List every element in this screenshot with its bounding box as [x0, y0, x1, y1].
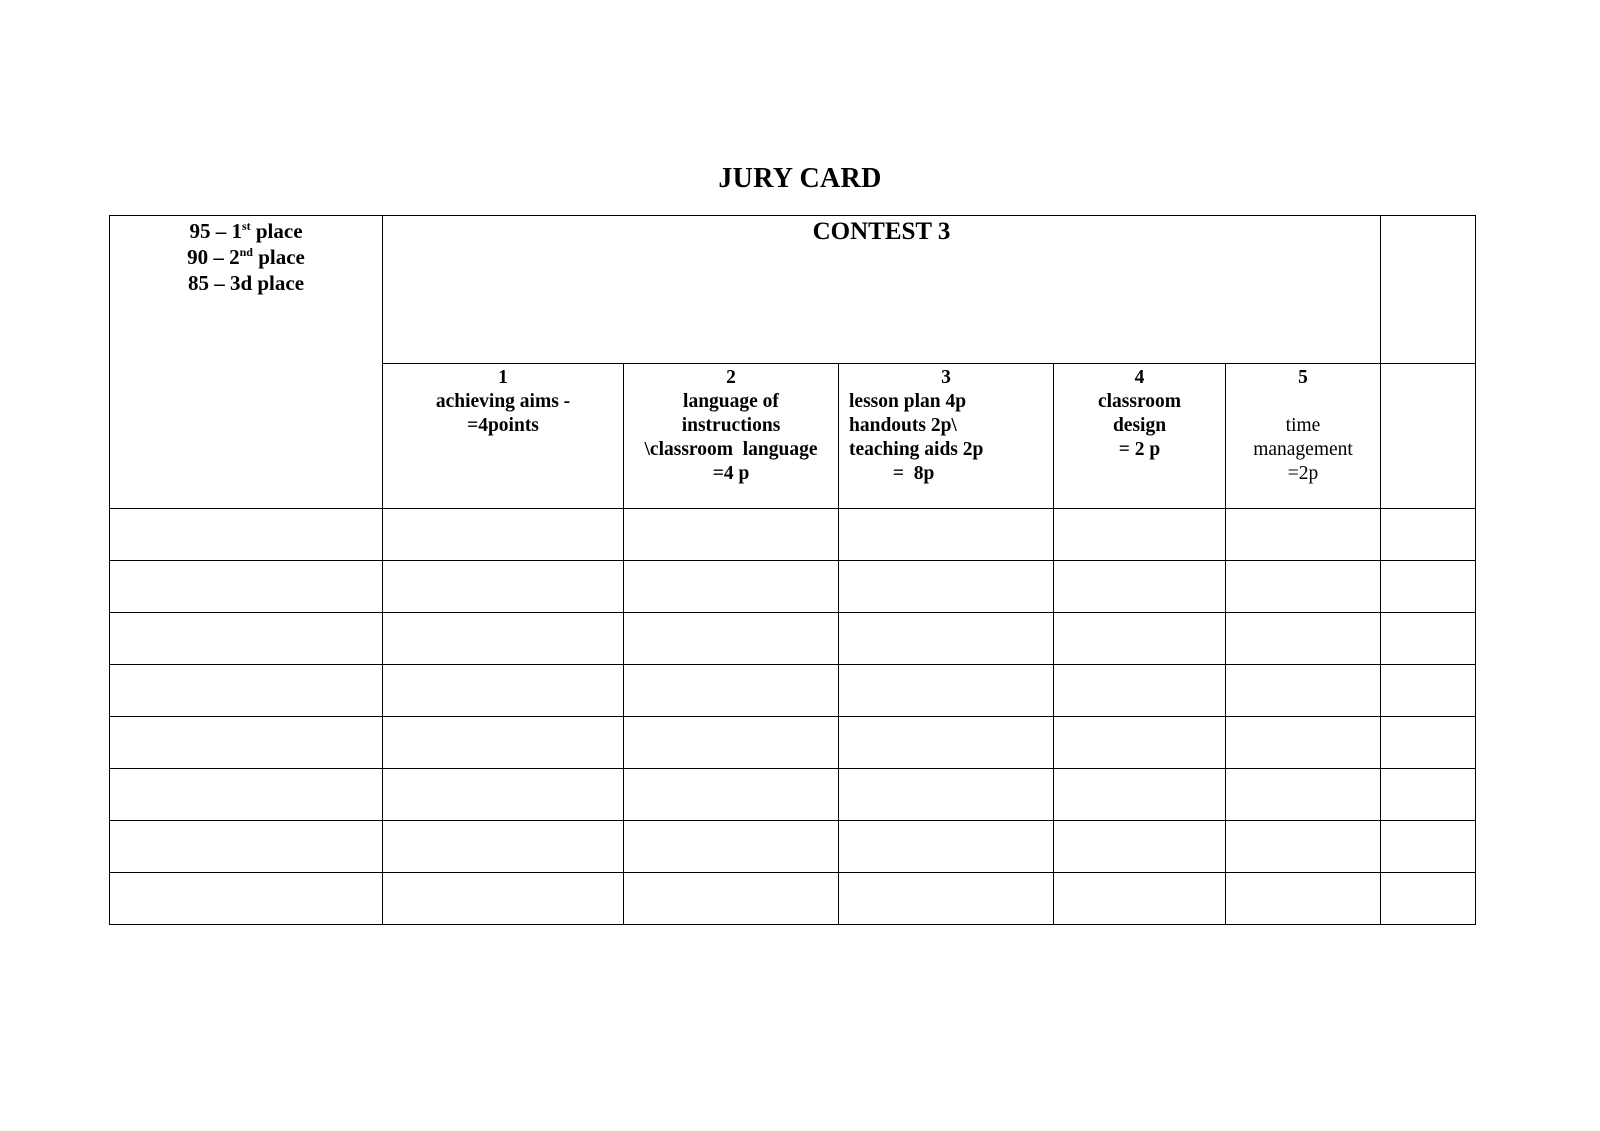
rank-second: 90 – 2nd place: [187, 245, 305, 269]
table-row: [110, 509, 1476, 561]
score-cell[interactable]: [1226, 613, 1381, 665]
score-cell[interactable]: [839, 717, 1054, 769]
total-cell[interactable]: [1381, 613, 1476, 665]
score-cell[interactable]: [1054, 561, 1226, 613]
participant-cell[interactable]: [110, 769, 383, 821]
score-cell[interactable]: [624, 769, 839, 821]
extra-header-cell: [1381, 216, 1476, 364]
score-cell[interactable]: [1054, 821, 1226, 873]
score-cell[interactable]: [1226, 561, 1381, 613]
score-cell[interactable]: [383, 613, 624, 665]
criterion-4: 4 classroom design = 2 p: [1054, 364, 1226, 509]
score-cell[interactable]: [624, 717, 839, 769]
score-cell[interactable]: [839, 665, 1054, 717]
total-cell[interactable]: [1381, 509, 1476, 561]
score-cell[interactable]: [624, 665, 839, 717]
score-cell[interactable]: [1226, 665, 1381, 717]
score-cell[interactable]: [624, 613, 839, 665]
score-cell[interactable]: [1226, 873, 1381, 925]
score-cell[interactable]: [1054, 717, 1226, 769]
table-row: [110, 561, 1476, 613]
header-row: [110, 216, 1476, 364]
score-cell[interactable]: [1226, 717, 1381, 769]
page-title: JURY CARD: [718, 163, 882, 194]
participant-cell[interactable]: [110, 873, 383, 925]
score-cell[interactable]: [624, 821, 839, 873]
participant-cell[interactable]: [110, 717, 383, 769]
score-cell[interactable]: [1054, 613, 1226, 665]
total-cell[interactable]: [1381, 717, 1476, 769]
score-cell[interactable]: [839, 561, 1054, 613]
participant-cell[interactable]: [110, 561, 383, 613]
participant-cell[interactable]: [110, 613, 383, 665]
rank-third: 85 – 3d place: [187, 271, 305, 295]
table-row: [110, 717, 1476, 769]
participant-cell[interactable]: [110, 821, 383, 873]
score-cell[interactable]: [1054, 665, 1226, 717]
participant-cell[interactable]: [110, 509, 383, 561]
score-cell[interactable]: [383, 509, 624, 561]
score-cell[interactable]: [383, 717, 624, 769]
total-cell[interactable]: [1381, 769, 1476, 821]
total-cell[interactable]: [1381, 561, 1476, 613]
score-cell[interactable]: [839, 613, 1054, 665]
score-cell[interactable]: [1054, 873, 1226, 925]
table-row: [110, 873, 1476, 925]
criterion-3: 3 lesson plan 4p handouts 2p\ teaching aids 2p = 8p: [839, 364, 1054, 509]
score-cell[interactable]: [1226, 821, 1381, 873]
ranking-cell: [110, 216, 383, 509]
table-row: [110, 665, 1476, 717]
score-cell[interactable]: [1054, 769, 1226, 821]
table-row: [110, 769, 1476, 821]
score-cell[interactable]: [383, 821, 624, 873]
score-cell[interactable]: [839, 509, 1054, 561]
criterion-1: 1 achieving aims - =4points: [383, 364, 624, 509]
criterion-2: 2 language of instructions \classroom language =4 p: [624, 364, 839, 509]
total-cell[interactable]: [1381, 873, 1476, 925]
score-cell[interactable]: [1226, 509, 1381, 561]
score-cell[interactable]: [383, 665, 624, 717]
jury-card-table: [109, 215, 1476, 925]
extra-criteria-cell: [1381, 364, 1476, 509]
score-cell[interactable]: [383, 873, 624, 925]
score-cell[interactable]: [839, 873, 1054, 925]
criterion-5: 5 time management =2p: [1226, 364, 1381, 509]
score-cell[interactable]: [383, 769, 624, 821]
contest-title: CONTEST 3: [383, 216, 1381, 364]
score-cell[interactable]: [839, 769, 1054, 821]
score-cell[interactable]: [624, 509, 839, 561]
score-cell[interactable]: [839, 821, 1054, 873]
participant-cell[interactable]: [110, 665, 383, 717]
score-cell[interactable]: [383, 561, 624, 613]
table-row: [110, 613, 1476, 665]
score-cell[interactable]: [624, 561, 839, 613]
total-cell[interactable]: [1381, 821, 1476, 873]
rank-first: 95 – 1st place: [189, 219, 303, 243]
total-cell[interactable]: [1381, 665, 1476, 717]
score-cell[interactable]: [1054, 509, 1226, 561]
score-cell[interactable]: [624, 873, 839, 925]
score-cell[interactable]: [1226, 769, 1381, 821]
table-row: [110, 821, 1476, 873]
